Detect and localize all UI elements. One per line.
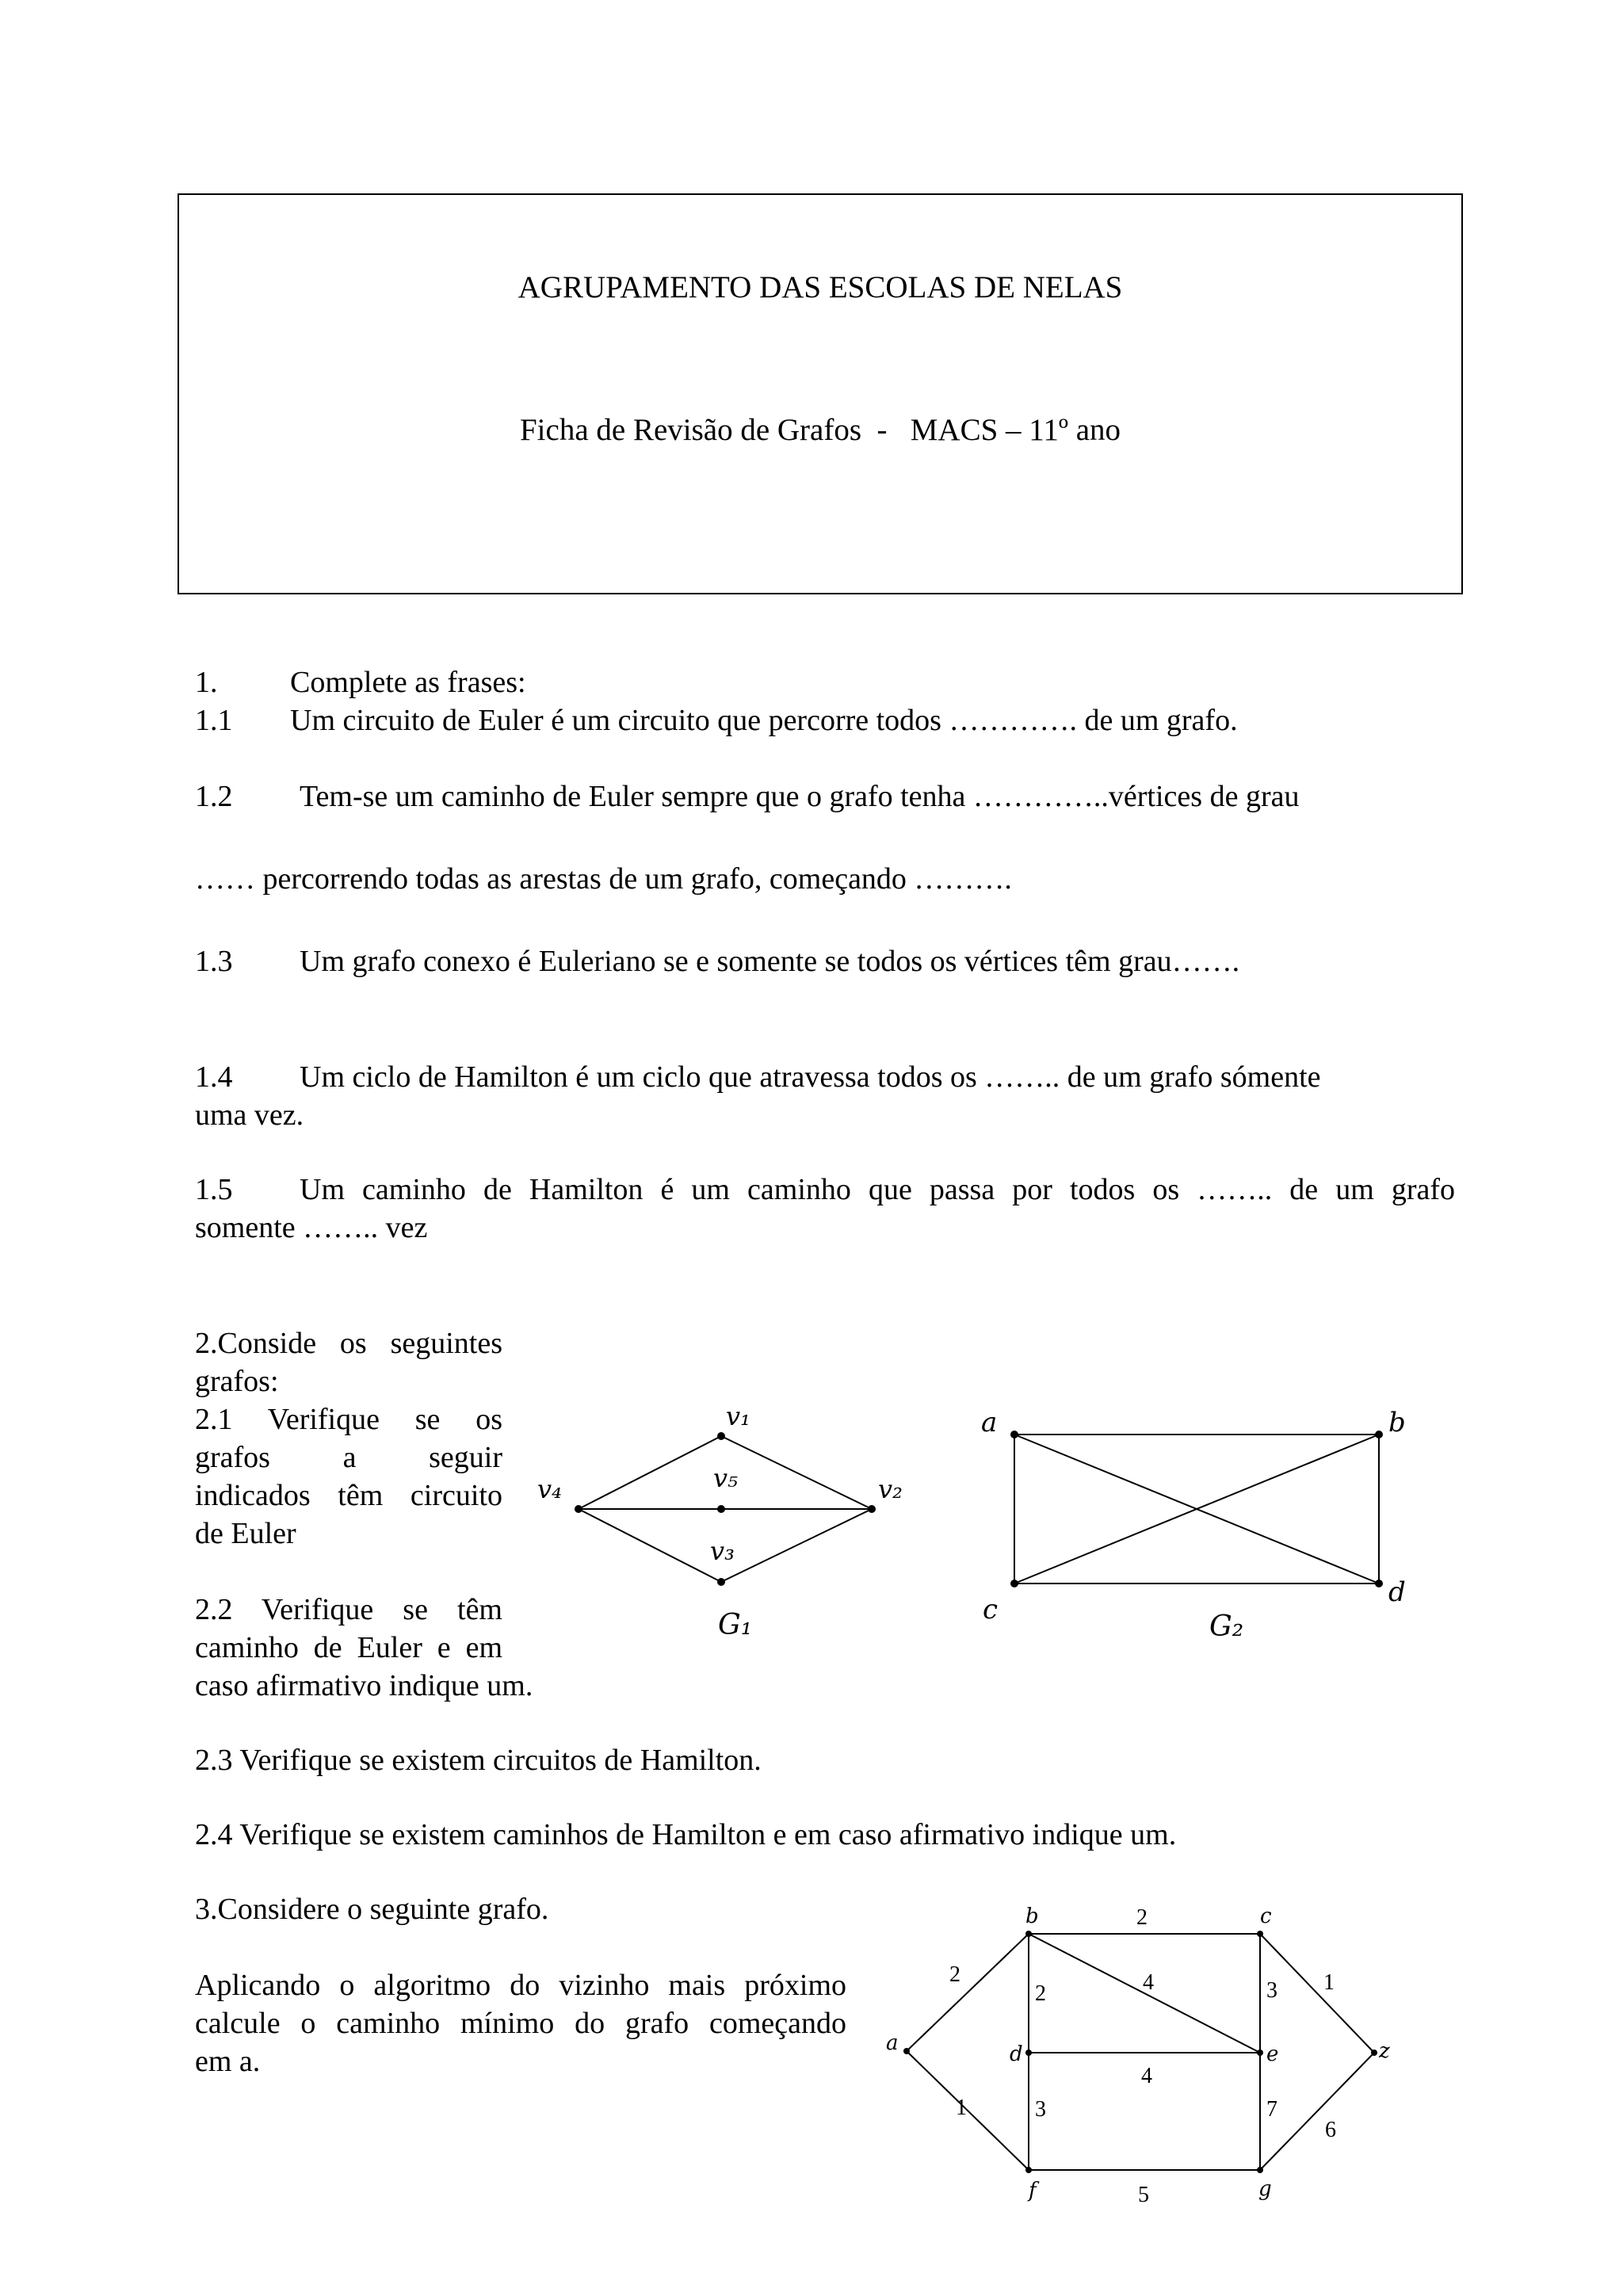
q1-1-text: Um circuito de Euler é um circuito que percorre todos …………. de um grafo. (290, 704, 1238, 737)
g1-edge-v4-v3 (579, 1509, 721, 1582)
q2-2-line3: caso afirmativo indique um. (195, 1669, 533, 1702)
worksheet-title: Ficha de Revisão de Grafos - MACS – 11º ano (519, 413, 1121, 447)
q3-vertex-e (1257, 2050, 1263, 2056)
q3-label-f: f (1029, 2179, 1037, 2202)
g2-label-c: c (983, 1594, 999, 1626)
q3-label-g: g (1258, 2177, 1272, 2201)
q1-number: 1. (195, 666, 218, 699)
g1-label-v4: v₄ (537, 1474, 562, 1504)
q1-3-text: Um grafo conexo é Euleriano se e somente se todos os vértices têm grau……. (300, 945, 1240, 978)
q2-intro-line2: grafos: (195, 1365, 279, 1398)
g1-vertex-v5 (717, 1505, 725, 1513)
q3-weight-b-c: 2 (1136, 1905, 1148, 1930)
q3-weight-e-g: 7 (1266, 2097, 1277, 2122)
g1-vertex-v4 (575, 1505, 582, 1513)
q1-2-continuation: …… percorrendo todas as arestas de um grafo, começando ………. (195, 862, 1012, 896)
q1-5-text: Um caminho de Hamilton é um caminho que passa por todos os …….. de um grafo (300, 1173, 1455, 1206)
g2-label-a: a (981, 1407, 998, 1438)
q3-vertex-c (1257, 1931, 1263, 1937)
q1-text: Complete as frases: (290, 666, 526, 699)
q3-vertex-f (1025, 2167, 1032, 2173)
q1-2-text: Tem-se um caminho de Euler sempre que o grafo tenha …………..vértices de grau (300, 780, 1300, 813)
q3-weight-c-e: 3 (1266, 1978, 1277, 2003)
q3-line1: Aplicando o algoritmo do vizinho mais próximo (195, 1969, 846, 2002)
q3-line3: em a. (195, 2045, 261, 2078)
q3-weight-a-f: 1 (956, 2095, 967, 2120)
g1-label-v5: v₅ (713, 1463, 738, 1493)
school-name: AGRUPAMENTO DAS ESCOLAS DE NELAS (517, 270, 1123, 304)
q2-2-line2: caminho de Euler e em (195, 1631, 502, 1664)
q3-weight-d-e: 4 (1141, 2064, 1152, 2088)
q3-weight-a-b: 2 (949, 1962, 960, 1987)
q2-4-text: 2.4 Verifique se existem caminhos de Hamilton e em caso afirmativo indique um. (195, 1818, 1177, 1851)
q3-edge-a-b (907, 1934, 1029, 2051)
q2-2-line1: 2.2 Verifique se têm (195, 1593, 502, 1626)
g1-vertex-v1 (717, 1432, 725, 1440)
header-box (178, 193, 1463, 594)
q3-weight-g-z: 6 (1325, 2118, 1336, 2142)
q3-vertex-a (903, 2048, 910, 2054)
g1-vertex-v2 (868, 1505, 876, 1513)
q3-weight-f-g: 5 (1138, 2183, 1149, 2207)
q1-4-number: 1.4 (195, 1060, 233, 1094)
q3-label-e: e (1266, 2042, 1279, 2066)
g2-label-b: b (1388, 1407, 1406, 1438)
q2-intro-line1: 2.Conside os seguintes (195, 1327, 502, 1360)
g1-label-v2: v₂ (878, 1474, 903, 1504)
q2-1-line3: indicados têm circuito (195, 1479, 502, 1512)
graph-g1 (523, 1379, 951, 1664)
q3-weight-c-z: 1 (1323, 1970, 1335, 1995)
g1-vertex-v3 (717, 1578, 725, 1586)
q3-label-a: a (886, 2031, 899, 2055)
g2-vertex-d (1375, 1580, 1383, 1587)
g2-vertex-c (1010, 1580, 1018, 1587)
q2-3-text: 2.3 Verifique se existem circuitos de Hamilton. (195, 1744, 762, 1777)
q1-5-number: 1.5 (195, 1173, 233, 1206)
g1-edge-v4-v1 (579, 1436, 721, 1509)
q3-vertex-z (1371, 2050, 1377, 2056)
q3-weight-b-d: 2 (1035, 1981, 1046, 2006)
g1-label-v3: v₃ (710, 1536, 735, 1566)
q3-intro: 3.Considere o seguinte grafo. (195, 1893, 549, 1926)
q1-3-number: 1.3 (195, 945, 233, 978)
g1-label-v1: v₁ (726, 1401, 750, 1431)
g1-edge-v3-v2 (721, 1509, 872, 1582)
g2-vertex-a (1010, 1431, 1018, 1438)
q3-vertex-b (1025, 1931, 1032, 1937)
g2-title: G₂ (1209, 1610, 1244, 1643)
q1-1-number: 1.1 (195, 704, 233, 737)
q2-1-line2: grafos a seguir (195, 1441, 502, 1474)
q3-edge-a-f (907, 2051, 1029, 2170)
q1-4-text: Um ciclo de Hamilton é um ciclo que atravessa todos os …….. de um grafo sómente (300, 1060, 1321, 1094)
q1-4-continuation: uma vez. (195, 1098, 304, 1132)
q3-label-b: b (1025, 1904, 1039, 1928)
q3-line2: calcule o caminho mínimo do grafo começando (195, 2007, 846, 2040)
q3-vertex-d (1025, 2050, 1032, 2056)
q3-weight-d-f: 3 (1035, 2097, 1046, 2122)
q2-1-line4: de Euler (195, 1517, 296, 1550)
q3-label-c: c (1260, 1904, 1272, 1928)
graph-q3 (872, 1902, 1411, 2219)
g1-title: G₁ (718, 1609, 753, 1641)
q3-vertex-g (1257, 2167, 1263, 2173)
graph-g2 (967, 1379, 1426, 1664)
g2-label-d: d (1388, 1576, 1406, 1608)
q1-5-continuation: somente …….. vez (195, 1211, 428, 1244)
q2-1-line1: 2.1 Verifique se os (195, 1403, 502, 1436)
q3-weight-b-e: 4 (1143, 1970, 1154, 1995)
q3-label-z: z (1379, 2039, 1390, 2063)
q1-2-number: 1.2 (195, 780, 233, 813)
q3-label-d: d (1010, 2042, 1023, 2066)
g1-edge-v1-v2 (721, 1436, 872, 1509)
g2-vertex-b (1375, 1431, 1383, 1438)
